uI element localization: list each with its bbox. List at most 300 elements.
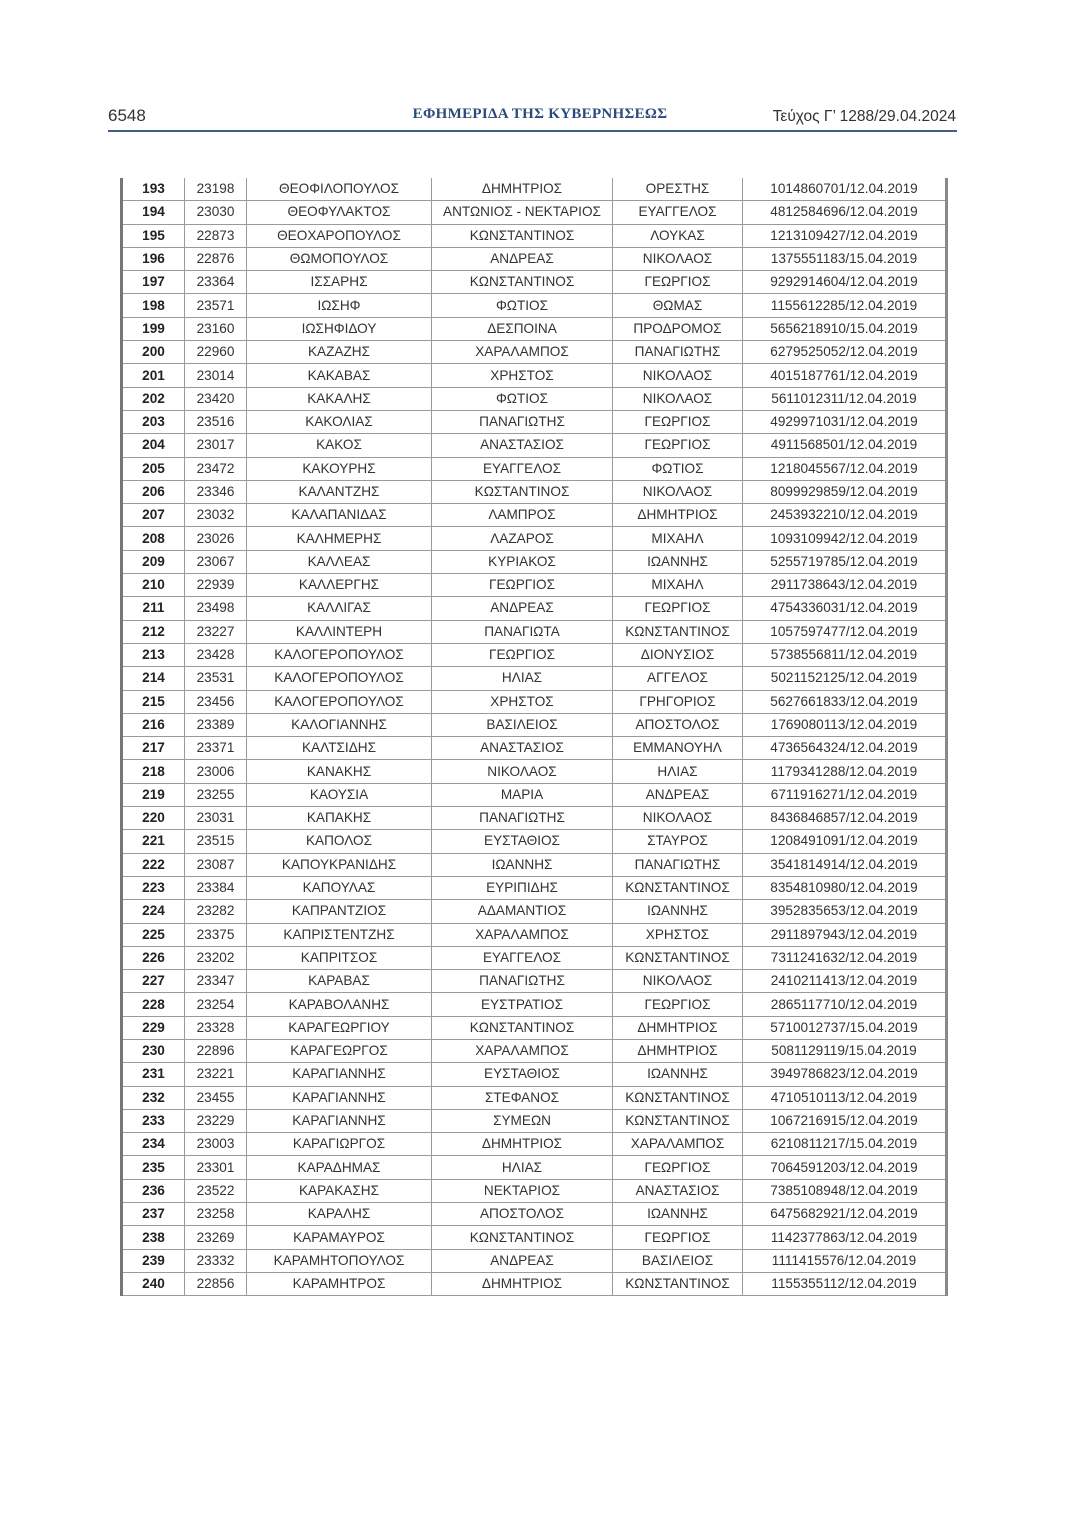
document-reference-cell: 2911738643/12.04.2019 <box>743 574 947 597</box>
registry-number-cell: 23067 <box>185 550 247 573</box>
registry-number-cell: 23003 <box>185 1133 247 1156</box>
surname-cell: ΚΑΠΡΙΣΤΕΝΤΖΗΣ <box>247 923 432 946</box>
surname-cell: ΚΑΡΑΜΗΤΟΠΟΥΛΟΣ <box>247 1249 432 1272</box>
first-name-cell: ΠΑΝΑΓΙΩΤΗΣ <box>432 410 613 433</box>
table-row <box>122 574 947 597</box>
document-reference-cell: 6711916271/12.04.2019 <box>743 783 947 806</box>
table-row <box>122 713 947 736</box>
first-name-cell: ΣΥΜΕΩΝ <box>432 1109 613 1132</box>
table-row <box>122 1156 947 1179</box>
father-name-cell: ΙΩΑΝΝΗΣ <box>613 900 743 923</box>
first-name-cell: ΗΛΙΑΣ <box>432 667 613 690</box>
father-name-cell: ΓΕΩΡΓΙΟΣ <box>613 1156 743 1179</box>
document-reference-cell: 1155612285/12.04.2019 <box>743 294 947 317</box>
document-reference-cell: 5021152125/12.04.2019 <box>743 667 947 690</box>
father-name-cell: ΟΡΕΣΤΗΣ <box>613 178 743 201</box>
table-row <box>122 550 947 573</box>
registry-number-cell: 23221 <box>185 1063 247 1086</box>
father-name-cell: ΘΩΜΑΣ <box>613 294 743 317</box>
row-index-cell: 224 <box>122 900 185 923</box>
surname-cell: ΚΑΛΛΕΡΓΗΣ <box>247 574 432 597</box>
table-row <box>122 1203 947 1226</box>
father-name-cell: ΝΙΚΟΛΑΟΣ <box>613 480 743 503</box>
table-row <box>122 1063 947 1086</box>
first-name-cell: ΚΩΝΣΤΑΝΤΙΝΟΣ <box>432 271 613 294</box>
document-reference-cell: 1179341288/12.04.2019 <box>743 760 947 783</box>
registry-table <box>120 178 948 1296</box>
table-row <box>122 271 947 294</box>
page-number: 6548 <box>108 106 146 125</box>
surname-cell: ΚΑΛΗΜΕΡΗΣ <box>247 527 432 550</box>
row-index-cell: 206 <box>122 480 185 503</box>
registry-number-cell: 23389 <box>185 713 247 736</box>
table-row <box>122 224 947 247</box>
document-reference-cell: 5081129119/15.04.2019 <box>743 1039 947 1062</box>
registry-number-cell: 23227 <box>185 620 247 643</box>
surname-cell: ΚΑΚΟΥΡΗΣ <box>247 457 432 480</box>
first-name-cell: ΑΝΑΣΤΑΣΙΟΣ <box>432 434 613 457</box>
registry-number-cell: 23375 <box>185 923 247 946</box>
first-name-cell: ΑΠΟΣΤΟΛΟΣ <box>432 1203 613 1226</box>
document-reference-cell: 7385108948/12.04.2019 <box>743 1179 947 1202</box>
document-reference-cell: 5611012311/12.04.2019 <box>743 387 947 410</box>
document-reference-cell: 9292914604/12.04.2019 <box>743 271 947 294</box>
row-index-cell: 219 <box>122 783 185 806</box>
surname-cell: ΚΑΛΑΠΑΝΙΔΑΣ <box>247 504 432 527</box>
row-index-cell: 212 <box>122 620 185 643</box>
document-reference-cell: 1142377863/12.04.2019 <box>743 1226 947 1249</box>
registry-number-cell: 23255 <box>185 783 247 806</box>
document-reference-cell: 1155355112/12.04.2019 <box>743 1272 947 1295</box>
registry-number-cell: 23254 <box>185 993 247 1016</box>
registry-number-cell: 23032 <box>185 504 247 527</box>
surname-cell: ΚΑΡΑΜΗΤΡΟΣ <box>247 1272 432 1295</box>
document-reference-cell: 4710510113/12.04.2019 <box>743 1086 947 1109</box>
issue-number: Τεύχος Γ’ 1288/29.04.2024 <box>772 108 956 125</box>
first-name-cell: ΧΑΡΑΛΑΜΠΟΣ <box>432 923 613 946</box>
row-index-cell: 200 <box>122 341 185 364</box>
registry-number-cell: 22960 <box>185 341 247 364</box>
father-name-cell: ΒΑΣΙΛΕΙΟΣ <box>613 1249 743 1272</box>
document-reference-cell: 1213109427/12.04.2019 <box>743 224 947 247</box>
first-name-cell: ΔΗΜΗΤΡΙΟΣ <box>432 178 613 201</box>
first-name-cell: ΑΝΔΡΕΑΣ <box>432 247 613 270</box>
table-row <box>122 760 947 783</box>
registry-number-cell: 23202 <box>185 946 247 969</box>
row-index-cell: 209 <box>122 550 185 573</box>
table-row <box>122 1133 947 1156</box>
father-name-cell: ΓΕΩΡΓΙΟΣ <box>613 1226 743 1249</box>
table-row <box>122 830 947 853</box>
table-row <box>122 527 947 550</box>
row-index-cell: 231 <box>122 1063 185 1086</box>
first-name-cell: ΠΑΝΑΓΙΩΤΗΣ <box>432 807 613 830</box>
document-reference-cell: 2865117710/12.04.2019 <box>743 993 947 1016</box>
row-index-cell: 227 <box>122 970 185 993</box>
father-name-cell: ΠΑΝΑΓΙΩΤΗΣ <box>613 341 743 364</box>
registry-number-cell: 23332 <box>185 1249 247 1272</box>
row-index-cell: 214 <box>122 667 185 690</box>
document-reference-cell: 1769080113/12.04.2019 <box>743 713 947 736</box>
father-name-cell: ΗΛΙΑΣ <box>613 760 743 783</box>
surname-cell: ΚΑΡΑΛΗΣ <box>247 1203 432 1226</box>
row-index-cell: 196 <box>122 247 185 270</box>
registry-number-cell: 23364 <box>185 271 247 294</box>
row-index-cell: 195 <box>122 224 185 247</box>
first-name-cell: ΚΩΝΣΤΑΝΤΙΝΟΣ <box>432 1016 613 1039</box>
masthead-title: ΕΦΗΜΕΡΙΔΑ ΤΗΣ ΚΥΒΕΡΝΗΣΕΩΣ <box>412 106 668 122</box>
registry-number-cell: 22856 <box>185 1272 247 1295</box>
document-reference-cell: 6210811217/15.04.2019 <box>743 1133 947 1156</box>
row-index-cell: 235 <box>122 1156 185 1179</box>
registry-number-cell: 23571 <box>185 294 247 317</box>
registry-number-cell: 23269 <box>185 1226 247 1249</box>
table-row <box>122 690 947 713</box>
row-index-cell: 197 <box>122 271 185 294</box>
row-index-cell: 240 <box>122 1272 185 1295</box>
father-name-cell: ΜΙΧΑΗΛ <box>613 574 743 597</box>
document-reference-cell: 5656218910/15.04.2019 <box>743 317 947 340</box>
registry-number-cell: 23014 <box>185 364 247 387</box>
row-index-cell: 216 <box>122 713 185 736</box>
document-reference-cell: 4911568501/12.04.2019 <box>743 434 947 457</box>
first-name-cell: ΚΩΣΤΑΝΤΙΝΟΣ <box>432 480 613 503</box>
first-name-cell: ΔΕΣΠΟΙΝΑ <box>432 317 613 340</box>
surname-cell: ΚΑΚΑΒΑΣ <box>247 364 432 387</box>
surname-cell: ΘΕΟΦΙΛΟΠΟΥΛΟΣ <box>247 178 432 201</box>
document-reference-cell: 5738556811/12.04.2019 <box>743 643 947 666</box>
document-reference-cell: 4736564324/12.04.2019 <box>743 737 947 760</box>
row-index-cell: 217 <box>122 737 185 760</box>
registry-number-cell: 23258 <box>185 1203 247 1226</box>
row-index-cell: 193 <box>122 178 185 201</box>
first-name-cell: ΑΝΤΩΝΙΟΣ - ΝΕΚΤΑΡΙΟΣ <box>432 201 613 224</box>
table-row <box>122 1016 947 1039</box>
row-index-cell: 194 <box>122 201 185 224</box>
first-name-cell: ΑΝΔΡΕΑΣ <box>432 597 613 620</box>
surname-cell: ΚΑΡΑΒΑΣ <box>247 970 432 993</box>
surname-cell: ΚΑΛΛΕΑΣ <box>247 550 432 573</box>
surname-cell: ΚΑΚΟΛΙΑΣ <box>247 410 432 433</box>
table-row <box>122 178 947 201</box>
registry-number-cell: 23006 <box>185 760 247 783</box>
first-name-cell: ΧΡΗΣΤΟΣ <box>432 690 613 713</box>
first-name-cell: ΦΩΤΙΟΣ <box>432 387 613 410</box>
first-name-cell: ΚΥΡΙΑΚΟΣ <box>432 550 613 573</box>
document-reference-cell: 7311241632/12.04.2019 <box>743 946 947 969</box>
first-name-cell: ΓΕΩΡΓΙΟΣ <box>432 643 613 666</box>
document-reference-cell: 2911897943/12.04.2019 <box>743 923 947 946</box>
surname-cell: ΚΑΚΑΛΗΣ <box>247 387 432 410</box>
row-index-cell: 215 <box>122 690 185 713</box>
father-name-cell: ΝΙΚΟΛΑΟΣ <box>613 387 743 410</box>
father-name-cell: ΝΙΚΟΛΑΟΣ <box>613 364 743 387</box>
row-index-cell: 199 <box>122 317 185 340</box>
row-index-cell: 230 <box>122 1039 185 1062</box>
first-name-cell: ΑΝΔΡΕΑΣ <box>432 1249 613 1272</box>
document-reference-cell: 2410211413/12.04.2019 <box>743 970 947 993</box>
registry-number-cell: 23328 <box>185 1016 247 1039</box>
table-row <box>122 923 947 946</box>
table-row <box>122 993 947 1016</box>
table-row <box>122 1039 947 1062</box>
father-name-cell: ΚΩΝΣΤΑΝΤΙΝΟΣ <box>613 876 743 899</box>
registry-number-cell: 22876 <box>185 247 247 270</box>
father-name-cell: ΓΕΩΡΓΙΟΣ <box>613 271 743 294</box>
surname-cell: ΘΕΟΦΥΛΑΚΤΟΣ <box>247 201 432 224</box>
registry-number-cell: 23456 <box>185 690 247 713</box>
registry-table-body <box>122 178 947 1296</box>
table-row <box>122 1086 947 1109</box>
document-reference-cell: 2453932210/12.04.2019 <box>743 504 947 527</box>
surname-cell: ΚΑΠΟΥΛΑΣ <box>247 876 432 899</box>
registry-number-cell: 23087 <box>185 853 247 876</box>
father-name-cell: ΙΩΑΝΝΗΣ <box>613 1063 743 1086</box>
table-row <box>122 364 947 387</box>
row-index-cell: 213 <box>122 643 185 666</box>
registry-number-cell: 23030 <box>185 201 247 224</box>
document-reference-cell: 6279525052/12.04.2019 <box>743 341 947 364</box>
row-index-cell: 221 <box>122 830 185 853</box>
table-row <box>122 737 947 760</box>
table-row <box>122 1109 947 1132</box>
father-name-cell: ΚΩΝΣΤΑΝΤΙΝΟΣ <box>613 620 743 643</box>
first-name-cell: ΠΑΝΑΓΙΩΤΗΣ <box>432 970 613 993</box>
registry-number-cell: 23498 <box>185 597 247 620</box>
document-reference-cell: 8099929859/12.04.2019 <box>743 480 947 503</box>
document-reference-cell: 1111415576/12.04.2019 <box>743 1249 947 1272</box>
first-name-cell: ΦΩΤΙΟΣ <box>432 294 613 317</box>
document-reference-cell: 1375551183/15.04.2019 <box>743 247 947 270</box>
surname-cell: ΚΑΡΑΓΕΩΡΓΙΟΥ <box>247 1016 432 1039</box>
father-name-cell: ΜΙΧΑΗΛ <box>613 527 743 550</box>
father-name-cell: ΣΤΑΥΡΟΣ <box>613 830 743 853</box>
surname-cell: ΚΑΝΑΚΗΣ <box>247 760 432 783</box>
row-index-cell: 208 <box>122 527 185 550</box>
document-reference-cell: 5627661833/12.04.2019 <box>743 690 947 713</box>
table-row <box>122 1272 947 1295</box>
table-row <box>122 667 947 690</box>
registry-number-cell: 23282 <box>185 900 247 923</box>
document-reference-cell: 5710012737/15.04.2019 <box>743 1016 947 1039</box>
document-reference-cell: 4812584696/12.04.2019 <box>743 201 947 224</box>
father-name-cell: ΙΩΑΝΝΗΣ <box>613 1203 743 1226</box>
father-name-cell: ΔΗΜΗΤΡΙΟΣ <box>613 1016 743 1039</box>
header-rule <box>108 130 957 132</box>
father-name-cell: ΧΑΡΑΛΑΜΠΟΣ <box>613 1133 743 1156</box>
father-name-cell: ΠΡΟΔΡΟΜΟΣ <box>613 317 743 340</box>
row-index-cell: 207 <box>122 504 185 527</box>
father-name-cell: ΓΕΩΡΓΙΟΣ <box>613 597 743 620</box>
father-name-cell: ΚΩΝΣΤΑΝΤΙΝΟΣ <box>613 1272 743 1295</box>
surname-cell: ΚΑΠΟΥΚΡΑΝΙΔΗΣ <box>247 853 432 876</box>
document-reference-cell: 8354810980/12.04.2019 <box>743 876 947 899</box>
father-name-cell: ΔΗΜΗΤΡΙΟΣ <box>613 1039 743 1062</box>
document-reference-cell: 1218045567/12.04.2019 <box>743 457 947 480</box>
registry-number-cell: 23229 <box>185 1109 247 1132</box>
table-row <box>122 201 947 224</box>
row-index-cell: 202 <box>122 387 185 410</box>
surname-cell: ΚΑΡΑΒΟΛΑΝΗΣ <box>247 993 432 1016</box>
row-index-cell: 238 <box>122 1226 185 1249</box>
father-name-cell: ΑΠΟΣΤΟΛΟΣ <box>613 713 743 736</box>
document-reference-cell: 1208491091/12.04.2019 <box>743 830 947 853</box>
table-row <box>122 434 947 457</box>
document-reference-cell: 1014860701/12.04.2019 <box>743 178 947 201</box>
row-index-cell: 205 <box>122 457 185 480</box>
surname-cell: ΚΑΡΑΚΑΣΗΣ <box>247 1179 432 1202</box>
registry-number-cell: 23384 <box>185 876 247 899</box>
row-index-cell: 232 <box>122 1086 185 1109</box>
row-index-cell: 204 <box>122 434 185 457</box>
surname-cell: ΚΑΖΑΖΗΣ <box>247 341 432 364</box>
surname-cell: ΙΣΣΑΡΗΣ <box>247 271 432 294</box>
first-name-cell: ΒΑΣΙΛΕΙΟΣ <box>432 713 613 736</box>
row-index-cell: 218 <box>122 760 185 783</box>
surname-cell: ΚΑΡΑΓΙΑΝΝΗΣ <box>247 1109 432 1132</box>
first-name-cell: ΧΑΡΑΛΑΜΠΟΣ <box>432 1039 613 1062</box>
table-row <box>122 410 947 433</box>
registry-number-cell: 23301 <box>185 1156 247 1179</box>
document-reference-cell: 3541814914/12.04.2019 <box>743 853 947 876</box>
first-name-cell: ΣΤΕΦΑΝΟΣ <box>432 1086 613 1109</box>
father-name-cell: ΔΙΟΝΥΣΙΟΣ <box>613 643 743 666</box>
document-reference-cell: 4929971031/12.04.2019 <box>743 410 947 433</box>
table-row <box>122 783 947 806</box>
registry-number-cell: 23346 <box>185 480 247 503</box>
registry-number-cell: 23531 <box>185 667 247 690</box>
father-name-cell: ΑΓΓΕΛΟΣ <box>613 667 743 690</box>
table-row <box>122 457 947 480</box>
father-name-cell: ΕΜΜΑΝΟΥΗΛ <box>613 737 743 760</box>
father-name-cell: ΚΩΝΣΤΑΝΤΙΝΟΣ <box>613 946 743 969</box>
surname-cell: ΚΑΡΑΓΙΩΡΓΟΣ <box>247 1133 432 1156</box>
table-row <box>122 876 947 899</box>
first-name-cell: ΗΛΙΑΣ <box>432 1156 613 1179</box>
table-row <box>122 504 947 527</box>
document-reference-cell: 3952835653/12.04.2019 <box>743 900 947 923</box>
first-name-cell: ΑΔΑΜΑΝΤΙΟΣ <box>432 900 613 923</box>
document-reference-cell: 4015187761/12.04.2019 <box>743 364 947 387</box>
father-name-cell: ΛΟΥΚΑΣ <box>613 224 743 247</box>
registry-number-cell: 23515 <box>185 830 247 853</box>
first-name-cell: ΕΥΑΓΓΕΛΟΣ <box>432 457 613 480</box>
surname-cell: ΚΑΛΤΣΙΔΗΣ <box>247 737 432 760</box>
first-name-cell: ΕΥΣΤΡΑΤΙΟΣ <box>432 993 613 1016</box>
row-index-cell: 203 <box>122 410 185 433</box>
row-index-cell: 211 <box>122 597 185 620</box>
surname-cell: ΚΑΠΡΑΝΤΖΙΟΣ <box>247 900 432 923</box>
row-index-cell: 237 <box>122 1203 185 1226</box>
table-row <box>122 294 947 317</box>
registry-number-cell: 22873 <box>185 224 247 247</box>
father-name-cell: ΓΕΩΡΓΙΟΣ <box>613 993 743 1016</box>
row-index-cell: 236 <box>122 1179 185 1202</box>
father-name-cell: ΠΑΝΑΓΙΩΤΗΣ <box>613 853 743 876</box>
row-index-cell: 233 <box>122 1109 185 1132</box>
document-reference-cell: 3949786823/12.04.2019 <box>743 1063 947 1086</box>
surname-cell: ΚΑΚΟΣ <box>247 434 432 457</box>
table-row <box>122 946 947 969</box>
first-name-cell: ΔΗΜΗΤΡΙΟΣ <box>432 1133 613 1156</box>
first-name-cell: ΛΑΜΠΡΟΣ <box>432 504 613 527</box>
document-reference-cell: 6475682921/12.04.2019 <box>743 1203 947 1226</box>
surname-cell: ΚΑΛΟΓΕΡΟΠΟΥΛΟΣ <box>247 667 432 690</box>
document-reference-cell: 5255719785/12.04.2019 <box>743 550 947 573</box>
registry-number-cell: 23516 <box>185 410 247 433</box>
surname-cell: ΘΩΜΟΠΟΥΛΟΣ <box>247 247 432 270</box>
surname-cell: ΚΑΠΡΙΤΣΟΣ <box>247 946 432 969</box>
document-reference-cell: 8436846857/12.04.2019 <box>743 807 947 830</box>
surname-cell: ΙΩΣΗΦΙΔΟΥ <box>247 317 432 340</box>
surname-cell: ΘΕΟΧΑΡΟΠΟΥΛΟΣ <box>247 224 432 247</box>
father-name-cell: ΦΩΤΙΟΣ <box>613 457 743 480</box>
first-name-cell: ΕΥΑΓΓΕΛΟΣ <box>432 946 613 969</box>
surname-cell: ΙΩΣΗΦ <box>247 294 432 317</box>
row-index-cell: 226 <box>122 946 185 969</box>
table-row <box>122 480 947 503</box>
first-name-cell: ΕΥΡΙΠΙΔΗΣ <box>432 876 613 899</box>
registry-number-cell: 23522 <box>185 1179 247 1202</box>
registry-number-cell: 23472 <box>185 457 247 480</box>
surname-cell: ΚΑΛΛΙΝΤΕΡΗ <box>247 620 432 643</box>
registry-number-cell: 23420 <box>185 387 247 410</box>
father-name-cell: ΓΕΩΡΓΙΟΣ <box>613 410 743 433</box>
row-index-cell: 223 <box>122 876 185 899</box>
registry-number-cell: 23347 <box>185 970 247 993</box>
first-name-cell: ΛΑΖΑΡΟΣ <box>432 527 613 550</box>
row-index-cell: 220 <box>122 807 185 830</box>
father-name-cell: ΝΙΚΟΛΑΟΣ <box>613 247 743 270</box>
first-name-cell: ΝΙΚΟΛΑΟΣ <box>432 760 613 783</box>
surname-cell: ΚΑΛΑΝΤΖΗΣ <box>247 480 432 503</box>
table-row <box>122 807 947 830</box>
surname-cell: ΚΑΛΟΓΕΡΟΠΟΥΛΟΣ <box>247 690 432 713</box>
table-row <box>122 341 947 364</box>
surname-cell: ΚΑΟΥΣΙΑ <box>247 783 432 806</box>
first-name-cell: ΜΑΡΙΑ <box>432 783 613 806</box>
table-row <box>122 853 947 876</box>
row-index-cell: 229 <box>122 1016 185 1039</box>
table-row <box>122 970 947 993</box>
father-name-cell: ΚΩΝΣΤΑΝΤΙΝΟΣ <box>613 1086 743 1109</box>
father-name-cell: ΑΝΔΡΕΑΣ <box>613 783 743 806</box>
document-reference-cell: 7064591203/12.04.2019 <box>743 1156 947 1179</box>
document-reference-cell: 1093109942/12.04.2019 <box>743 527 947 550</box>
first-name-cell: ΕΥΣΤΑΘΙΟΣ <box>432 830 613 853</box>
row-index-cell: 222 <box>122 853 185 876</box>
table-row <box>122 643 947 666</box>
father-name-cell: ΝΙΚΟΛΑΟΣ <box>613 970 743 993</box>
surname-cell: ΚΑΡΑΓΙΑΝΝΗΣ <box>247 1063 432 1086</box>
row-index-cell: 234 <box>122 1133 185 1156</box>
table-row <box>122 387 947 410</box>
first-name-cell: ΚΩΝΣΤΑΝΤΙΝΟΣ <box>432 224 613 247</box>
registry-number-cell: 22939 <box>185 574 247 597</box>
first-name-cell: ΑΝΑΣΤΑΣΙΟΣ <box>432 737 613 760</box>
registry-number-cell: 23017 <box>185 434 247 457</box>
surname-cell: ΚΑΡΑΓΙΑΝΝΗΣ <box>247 1086 432 1109</box>
table-row <box>122 900 947 923</box>
father-name-cell: ΑΝΑΣΤΑΣΙΟΣ <box>613 1179 743 1202</box>
first-name-cell: ΙΩΑΝΝΗΣ <box>432 853 613 876</box>
row-index-cell: 239 <box>122 1249 185 1272</box>
first-name-cell: ΧΡΗΣΤΟΣ <box>432 364 613 387</box>
father-name-cell: ΝΙΚΟΛΑΟΣ <box>613 807 743 830</box>
registry-number-cell: 23026 <box>185 527 247 550</box>
first-name-cell: ΔΗΜΗΤΡΙΟΣ <box>432 1272 613 1295</box>
table-row <box>122 1249 947 1272</box>
